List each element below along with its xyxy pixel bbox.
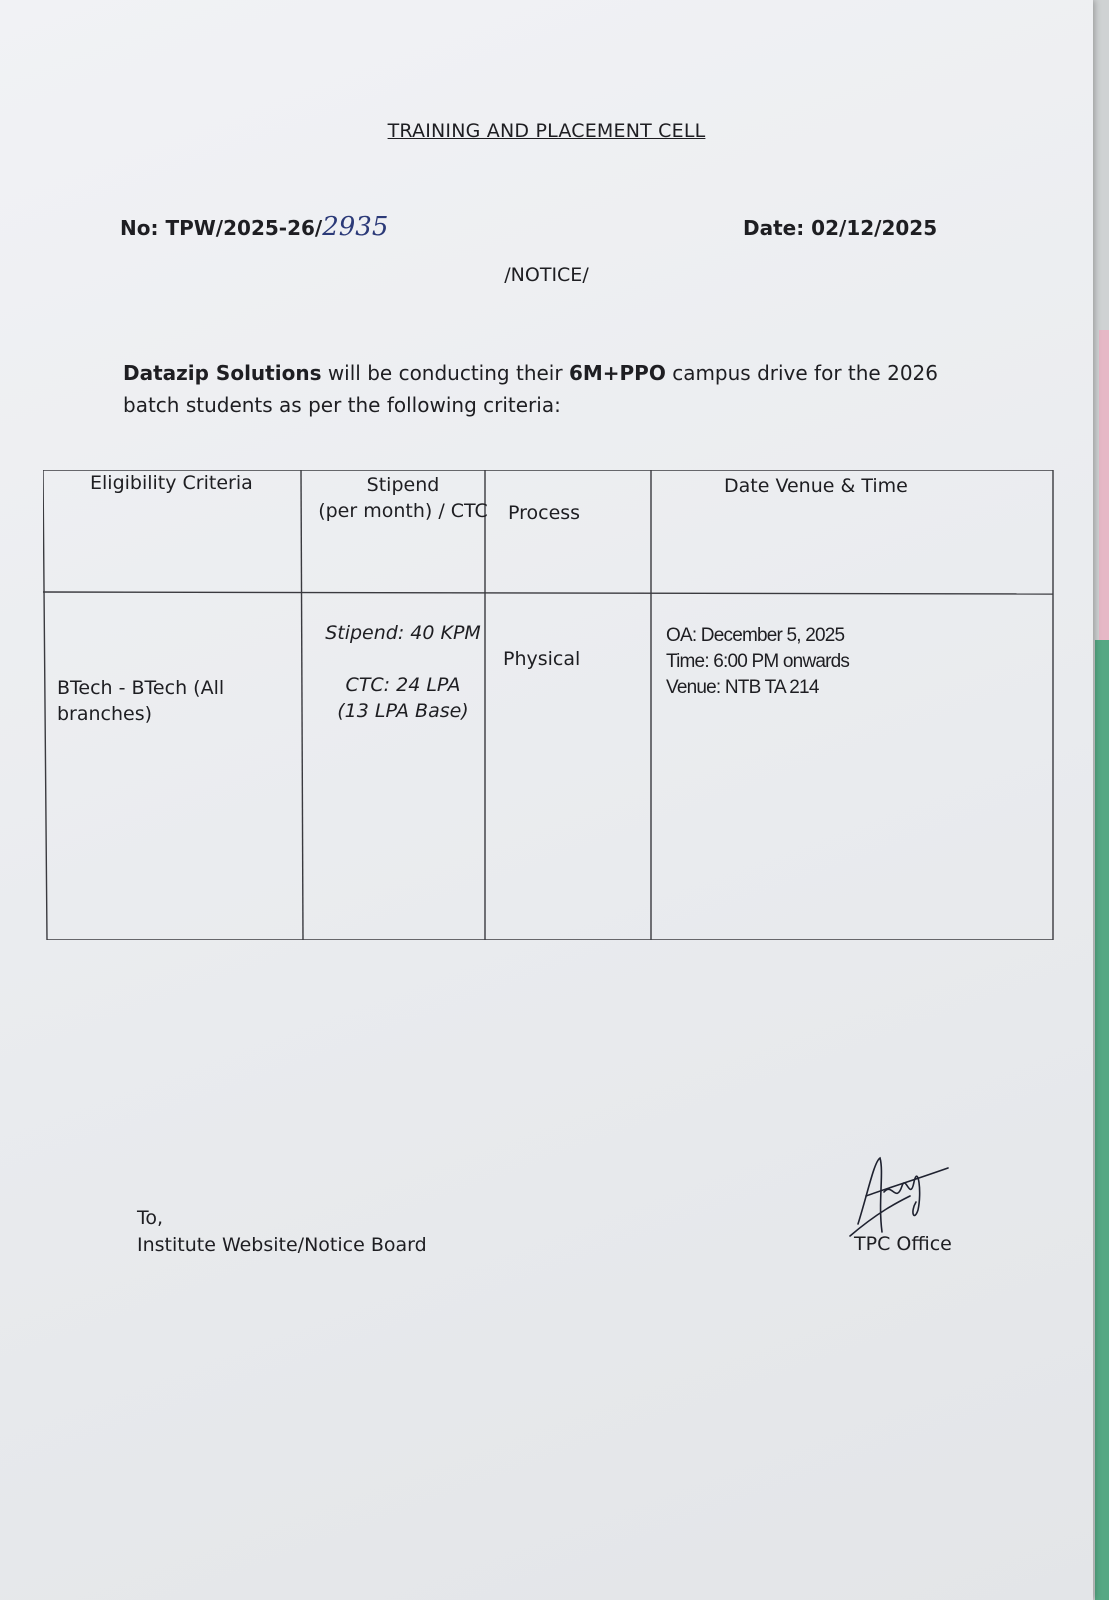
notice-date: Date: 02/12/2025 (743, 216, 938, 240)
cell-date-venue-time (666, 623, 849, 701)
header-stipend-line-2: (per month) / CTC (318, 500, 488, 522)
oa-venue: Venue: NTB TA 214 (666, 677, 819, 698)
cell-eligibility (57, 675, 224, 727)
header-process: Process (508, 502, 581, 524)
paragraph-text-1: will be conducting their (321, 361, 569, 385)
oa-date: OA: December 5, 2025 (666, 625, 845, 646)
column-divider-1 (301, 470, 303, 940)
cell-process: Physical (503, 648, 581, 670)
background-paper-edge-green (1095, 640, 1109, 1600)
company-name: Datazip Solutions (123, 361, 322, 385)
eligibility-line-1: BTech - BTech (All (57, 677, 225, 699)
header-eligibility: Eligibility Criteria (90, 472, 253, 494)
handwritten-reference-number: 2935 (322, 212, 389, 242)
signature-scribble (848, 1152, 958, 1242)
recipient-block (137, 1205, 427, 1259)
ctc-value: CTC: 24 LPA (345, 674, 461, 696)
background-paper-edge-pink (1099, 330, 1109, 650)
page-header-title: TRAINING AND PLACEMENT CELL (387, 120, 706, 142)
reference-number (120, 212, 388, 242)
header-date-venue-time: Date Venue & Time (724, 475, 908, 497)
stipend-value: Stipend: 40 KPM (325, 622, 481, 644)
recipient-label: To, (137, 1207, 164, 1229)
header-stipend (313, 472, 493, 524)
reference-label: No: TPW/2025-26/ (120, 216, 323, 240)
oa-time: Time: 6:00 PM onwards (666, 651, 850, 672)
paragraph-text-2: campus drive for the 2026 batch students as per the following criteria: (123, 361, 938, 417)
notice-title: /NOTICE/ (504, 264, 589, 286)
header-stipend-line-1: Stipend (366, 474, 440, 496)
criteria-table (43, 470, 1073, 940)
drive-type: 6M+PPO (568, 361, 666, 385)
cell-stipend (313, 620, 493, 724)
eligibility-line-2: branches) (57, 703, 153, 725)
recipient-name: Institute Website/Notice Board (137, 1234, 427, 1256)
ctc-base-value: (13 LPA Base) (337, 700, 469, 722)
signatory-label: TPC Office (854, 1233, 952, 1255)
header-row-divider (43, 592, 1053, 594)
notice-paragraph (123, 357, 963, 421)
